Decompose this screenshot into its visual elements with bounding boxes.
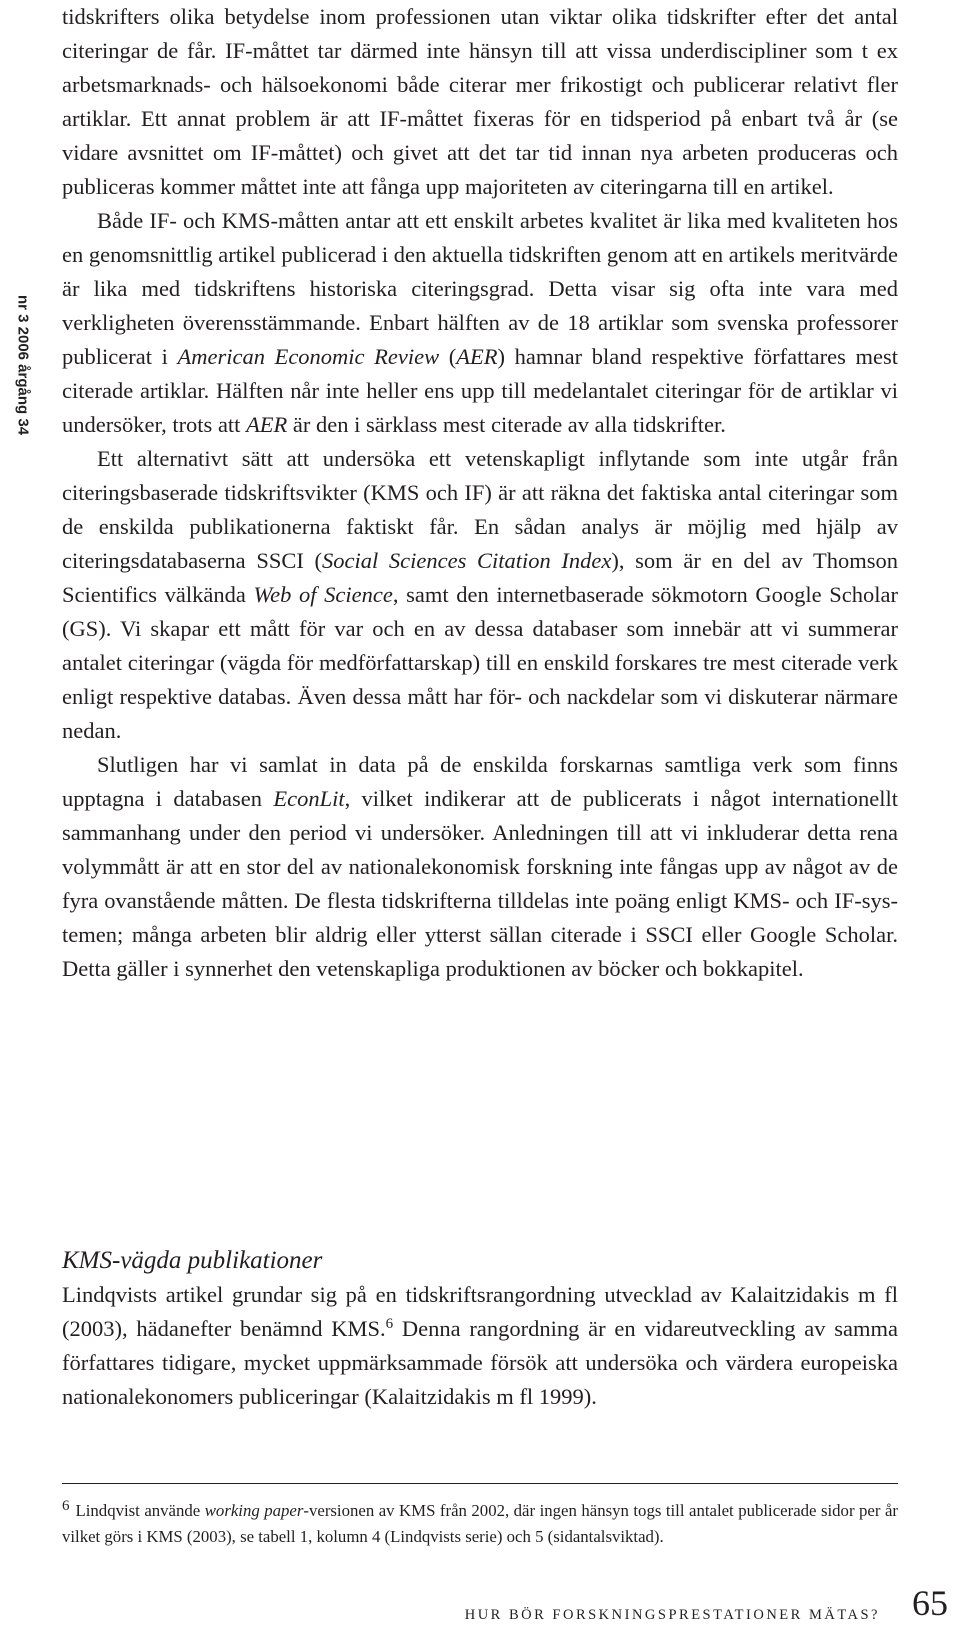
paragraph-2-text: ) hamnar bland respektive författares mest citerade artiklar. Hälften når inte heller ens upp till medelantalet citeringar för de artiklar vi undersöker, trots att <box>62 344 898 437</box>
paragraph-3-text: , samt den internetbaserade sökmotorn Google Scholar (GS). Vi skapar ett mått för var och en av dessa databaser som innebär att vi summerar antalet citeringar (vägda för medförfattarskap) till en enskild forskares tre mest citerade verk enligt respektive databas. Även dessa mått har för- och nackdelar som vi diskuterar närmare nedan. <box>62 582 898 743</box>
footnote-italic-term: working paper <box>204 1501 304 1520</box>
paragraph-5-text: Denna rangordning är en vidareutveckling av samma författares tidigare, mycket uppmärksammade försök att undersöka och värdera europeiska nationalekonomers publiceringar (Kalaitzidakis m fl 1999). <box>62 1316 898 1409</box>
sidebar-issue-label <box>10 250 36 480</box>
journal-abbrev: AER <box>246 412 288 437</box>
issue-label-text: nr 3 2006 årgång 34 <box>14 294 32 436</box>
paragraph-3 <box>62 442 898 748</box>
paragraph-3-text: Ett alternativt sätt att undersöka ett vetenskapligt inflytande som inte utgår från citeringsbaserade tidskriftsvikter (KMS och IF) är att räkna det faktiska antal citeringar som de enskilda publikationerna faktiskt får. En sådan analys är möjlig med hjälp av citeringsdatabaserna SSCI ( <box>62 446 898 573</box>
paragraph-1 <box>62 0 898 204</box>
paragraph-5-text: Lindqvists artikel grundar sig på en tidskriftsrangordning utvecklad av Kalaitzidakis m fl (2003), hädanefter benämnd KMS. <box>62 1282 898 1341</box>
footnote-number: 6 <box>62 1498 70 1514</box>
database-name: EconLit <box>273 786 345 811</box>
journal-abbrev: AER <box>456 344 498 369</box>
paragraph-1-text: tidskrifters olika betydelse inom professionen utan viktar olika tidskrifter efter det antal citeringar de får. IF-måttet tar därmed inte hänsyn till att vissa underdiscipliner som t ex arbetsmarknads- och hälsoekonomi både citerar mer frikostigt och publicerar relativt fler artiklar. Ett annat problem är att IF-måttet fixeras för en tidsperiod på enbart två år (se vidare avsnittet om IF-måttet) och givet att det tar tid innan nya arbeten produceras och publiceras kommer måttet inte att fånga upp majoriteten av citeringarna till en artikel. <box>62 4 898 199</box>
paragraph-2-text: ( <box>439 344 457 369</box>
footnote-text: Lindqvist använde <box>75 1501 205 1520</box>
journal-title-aer-full: American Economic Review <box>177 344 440 369</box>
footnote-rule <box>62 1483 898 1484</box>
database-name: Web of Science <box>253 582 393 607</box>
section-heading: KMS-vägda publikationer <box>62 1247 323 1274</box>
body-text-upper <box>62 0 898 986</box>
running-title: HUR BÖR FORSKNINGSPRESTATIONER MÄTAS? <box>464 1607 880 1623</box>
paragraph-2-text: Både IF- och KMS-måtten antar att ett enskilt arbetes kvalitet är lika med kvaliteten hos en genomsnittlig artikel publicerad i den aktuella tidskriften genom att en artikels meritvärde är lika med tidskriftens historiska citeringsgrad. Detta visar sig ofta inte vara med verkligheten överensstämmande. Enbart hälften av de 18 artiklar som svenska professorer publicerat i <box>62 208 898 369</box>
page-number: 65 <box>912 1583 948 1623</box>
footnote <box>62 1493 898 1550</box>
footnote-marker: 6 <box>385 1316 394 1332</box>
paragraph-4-text: Slutligen har vi samlat in data på de enskilda forskarnas samtliga verk som finns upptagna i databasen <box>62 752 898 811</box>
paragraph-4-text: , vilket indikerar att de publicerats i något internationellt sammanhang under den period vi undersöker. Anledningen till att vi inkluderar detta rena volymmått är att en stor del av nationalekonomisk forskning inte fångas upp av något av de fyra ovanstående måtten. De flesta tidskrifterna tilldelas inte poäng enligt KMS- och IF-systemen; många arbeten blir aldrig eller ytterst sällan citerade i SSCI eller Google Scholar. Detta gäller i synnerhet den vetenskapliga produktionen av böcker och bokkapitel. <box>62 786 898 981</box>
database-name: Social Sciences Citation Index <box>322 548 612 573</box>
paragraph-2-text: är den i särklass mest citerade av alla tidskrifter. <box>287 412 726 437</box>
paragraph-4 <box>62 748 898 986</box>
paragraph-5 <box>62 1278 898 1414</box>
footnote-text: -versionen av KMS från 2002, där ingen hänsyn togs till antalet publicerade sidor per år vilket görs i KMS (2003), se tabell 1, kolumn 4 (Lindqvists serie) och 5 (sidantalsviktad). <box>62 1501 898 1546</box>
paragraph-3-text: ), som är en del av Thomson Scientifics välkända <box>62 548 898 607</box>
body-text-lower <box>62 1278 898 1414</box>
paragraph-2 <box>62 204 898 442</box>
